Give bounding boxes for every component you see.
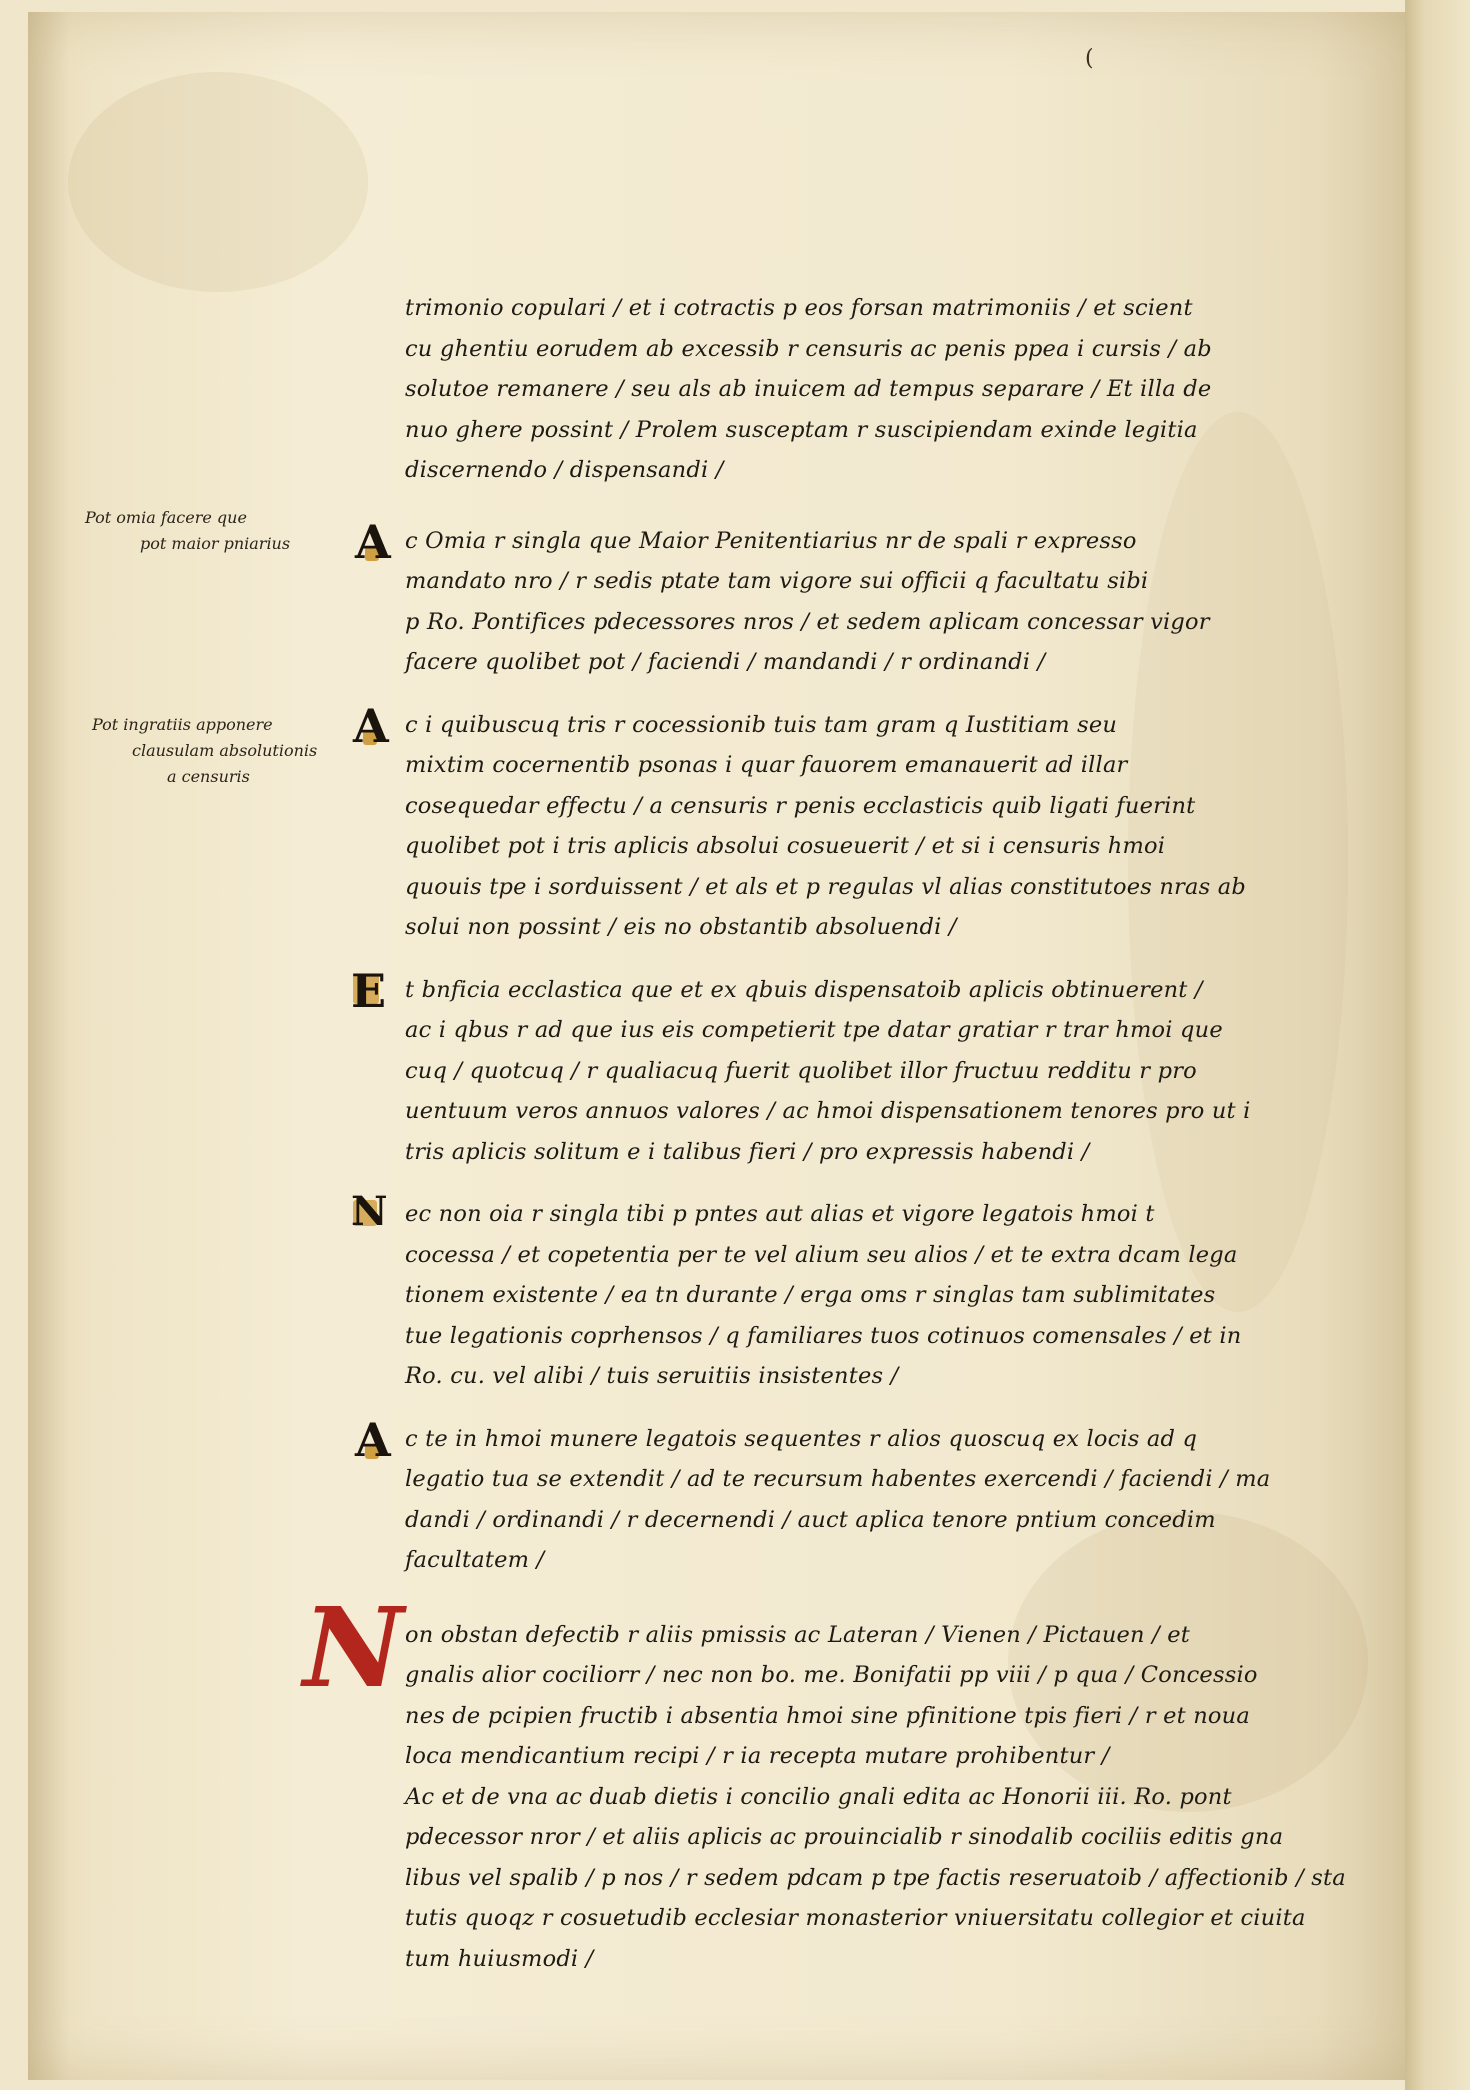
text-line: nes de pcipien fructib i absentia hmoi sine pfinitione tpis fieri / r et noua — [405, 1702, 1250, 1729]
marginal-note-line: Pot ingratiis apponere — [92, 715, 273, 734]
text-line: mixtim cocernentib psonas i quar fauorem emanauerit ad illar — [405, 752, 1128, 778]
text-line: ac i qbus r ad que ius eis competierit tpe datar gratiar r trar hmoi que — [405, 1017, 1223, 1043]
text-line: quolibet pot i tris aplicis absolui cosueuerit / et si i censuris hmoi — [405, 833, 1166, 859]
text-line: tionem existente / ea tn durante / erga oms r singlas tam sublimitates — [405, 1282, 1216, 1308]
paragraph-1 — [355, 514, 1210, 683]
text-line: ec non oia r singla tibi p pntes aut alias et vigore legatois hmoi t — [405, 1201, 1155, 1227]
closing-paragraph — [303, 1582, 1346, 1980]
text-line: trimonio copulari / et i cotractis p eos forsan matrimoniis / et scient — [405, 295, 1193, 321]
text-line: gnalis alior cociliorr / nec non bo. me. Bonifatii pp viii / p qua / Concessio — [405, 1662, 1258, 1688]
marginal-note-line: a censuris — [167, 767, 250, 786]
text-line: discernendo / dispensandi / — [405, 457, 724, 483]
main-text-block — [303, 288, 1346, 2001]
text-line: cuq / quotcuq / r qualiacuq fuerit quolibet illor fructuu redditu r pro — [405, 1057, 1197, 1084]
binding-gutter — [1405, 0, 1470, 2090]
text-line: uentuum veros annuos valores / ac hmoi dispensationem tenores pro ut i — [405, 1098, 1251, 1124]
marginal-note-1 — [85, 505, 290, 557]
rubricated-initial: N — [303, 1582, 404, 1712]
decorated-initial: A — [355, 1412, 391, 1467]
text-line: quouis tpe i sorduissent / et als et p regulas vl alias constitutoes nras ab — [405, 873, 1246, 900]
text-line: legatio tua se extendit / ad te recursum habentes exercendi / faciendi / ma — [405, 1466, 1271, 1492]
text-line: Ac et de vna ac duab dietis i concilio gnali edita ac Honorii iii. Ro. pont — [405, 1783, 1232, 1810]
parchment-stain — [68, 72, 368, 292]
text-line: libus vel spalib / p nos / r sedem pdcam p tpe factis reseruatoib / affectionib / sta — [405, 1864, 1346, 1891]
text-line: mandato nro / r sedis ptate tam vigore sui officii q facultatu sibi — [405, 568, 1149, 594]
text-line: cocessa / et copetentia per te vel alium seu alios / et te extra dcam lega — [405, 1241, 1238, 1268]
paragraph-2 — [353, 698, 1246, 948]
text-line: on obstan defectib r aliis pmissis ac Lateran / Vienen / Pictauen / et — [405, 1621, 1190, 1648]
decorated-initial: A — [353, 698, 389, 753]
paragraph-3 — [351, 963, 1251, 1173]
text-line: tue legationis coprhensos / q familiares tuos cotinuos comensales / et in — [405, 1322, 1242, 1349]
marginal-note-line: Pot omia facere que — [85, 508, 247, 527]
decorated-initial: N — [351, 1188, 388, 1235]
marginal-note-line: pot maior pniarius — [140, 534, 291, 553]
text-line: Ro. cu. vel alibi / tuis seruitiis insistentes / — [405, 1363, 899, 1389]
text-line: c te in hmoi munere legatois sequentes r alios quoscuq ex locis ad q — [405, 1425, 1198, 1452]
text-line: tris aplicis solitum e i talibus fieri / pro expressis habendi / — [405, 1138, 1090, 1165]
marginal-note-2 — [92, 712, 317, 790]
text-line: cu ghentiu eorudem ab excessib r censuris ac penis ppea i cursis / ab — [405, 335, 1212, 362]
paragraph-5 — [355, 1412, 1271, 1581]
paragraph-4 — [351, 1188, 1242, 1397]
text-line: c Omia r singla que Maior Penitentiarius nr de spali r expresso — [405, 527, 1137, 554]
text-line: nuo ghere possint / Prolem susceptam r suscipiendam exinde legitia — [405, 416, 1198, 443]
text-line: cosequedar effectu / a censuris r penis ecclasticis quib ligati fuerint — [405, 792, 1196, 819]
decorated-initial: A — [355, 514, 391, 569]
opening-paragraph — [395, 288, 1212, 491]
text-line: facere quolibet pot / faciendi / mandandi / r ordinandi / — [405, 649, 1046, 675]
text-line: dandi / ordinandi / r decernendi / auct aplica tenore pntium concedim — [405, 1506, 1216, 1533]
text-line: tum huiusmodi / — [405, 1945, 594, 1972]
text-line: solui non possint / eis no obstantib absoluendi / — [405, 914, 957, 940]
folio-mark: ( — [1085, 46, 1094, 71]
decorated-initial: E — [351, 963, 387, 1018]
text-line: solutoe remanere / seu als ab inuicem ad tempus separare / Et illa de — [405, 376, 1212, 402]
text-line: tutis quoqz r cosuetudib ecclesiar monasterior vniuersitatu collegior et ciuita — [405, 1905, 1306, 1931]
text-line: c i quibuscuq tris r cocessionib tuis tam gram q Iustitiam seu — [405, 711, 1118, 738]
marginal-note-line: clausulam absolutionis — [132, 741, 318, 760]
text-line: p Ro. Pontifices pdecessores nros / et sedem aplicam concessar vigor — [405, 608, 1210, 635]
text-line: pdecessor nror / et aliis aplicis ac prouincialib r sinodalib cociliis editis gna — [405, 1824, 1284, 1850]
text-line: loca mendicantium recipi / r ia recepta mutare prohibentur / — [405, 1743, 1110, 1769]
text-line: t bnficia ecclastica que et ex qbuis dispensatoib aplicis obtinuerent / — [405, 976, 1203, 1003]
text-line: facultatem / — [405, 1547, 545, 1573]
